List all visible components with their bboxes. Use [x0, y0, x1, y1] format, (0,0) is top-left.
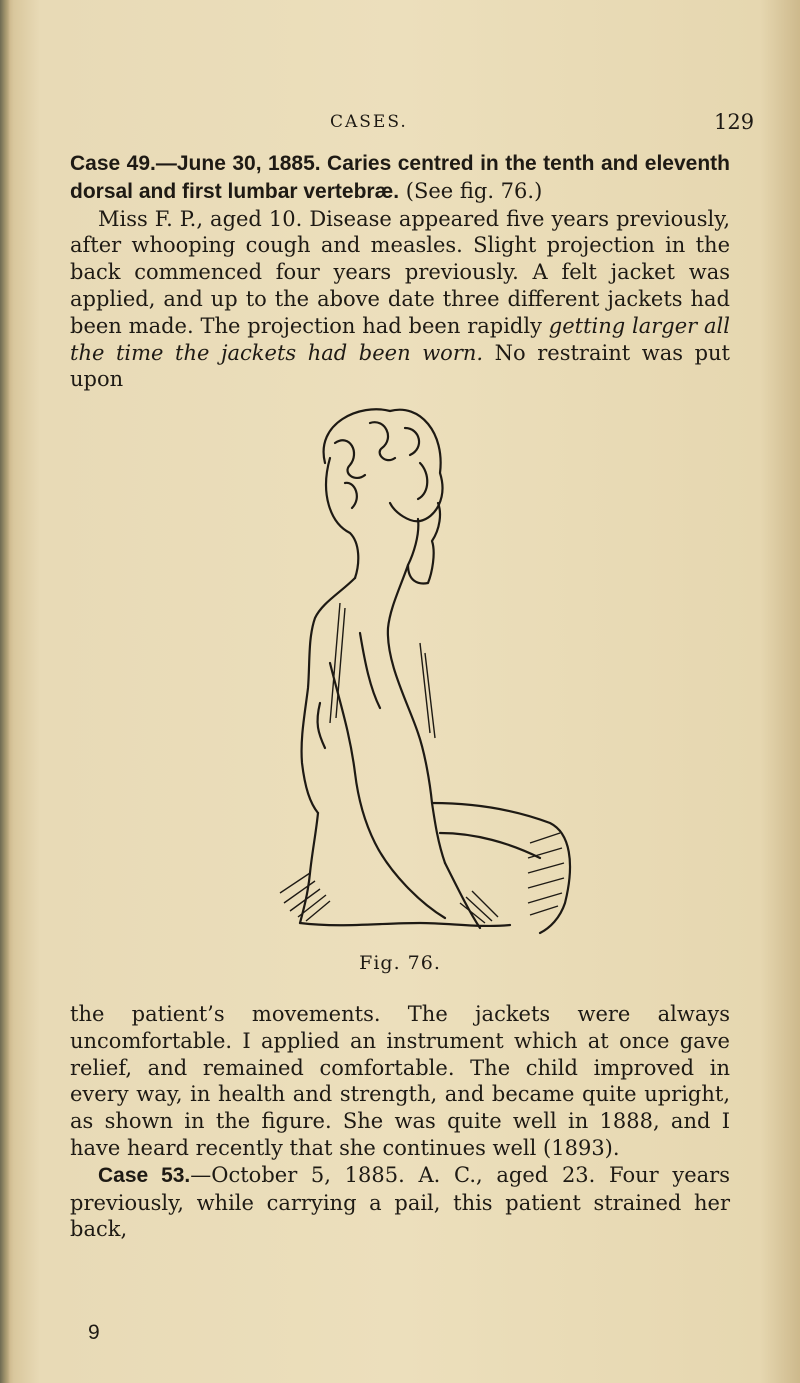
case-49-body-end: No restraint was put upon	[70, 340, 730, 392]
case-49-block	[70, 150, 730, 393]
page-number: 129	[714, 110, 755, 134]
page-spine-shadow	[0, 0, 10, 1383]
case-49-body	[70, 206, 730, 394]
case-53-heading: Case 53.	[98, 1163, 191, 1187]
case-49-heading: Case 49.—June 30, 1885. Caries centred in the tenth and eleventh dorsal and first lumbar vertebræ.	[70, 152, 730, 203]
running-header	[0, 112, 800, 142]
case-49-continuation: the patient’s movements. The jackets were always uncomfortable. I applied an instrument which at once gave relief, and remained comfortable. The child improved in every way, in health and strength, and became quite upright, as shown in the figure. She was quite well in 1888, and I have heard recently that she continues well (1893).	[70, 1002, 730, 1160]
case-49-figure-reference: (See fig. 76.)	[399, 178, 543, 203]
signature-mark: 9	[88, 1321, 100, 1344]
case-53-paragraph	[70, 1162, 730, 1243]
running-title: CASES.	[330, 112, 408, 132]
case-49-body-italic: getting larger all the time the jackets had been worn.	[70, 313, 730, 365]
case-49-body-text: Miss F. P., aged 10. Disease appeared five years previously, after whooping cough and measles. Slight projection in the back commenced four years previously. A felt jacket was applied, and up to the above date three different jackets had been made. The projection had been rapidly	[70, 206, 730, 338]
case-49-heading-paragraph	[70, 150, 730, 206]
figure-caption: Fig. 76.	[359, 952, 441, 974]
figure-76-illustration	[270, 403, 590, 940]
case-53-text: —October 5, 1885. A. C., aged 23. Four years previously, while carrying a pail, this patient strained her back,	[70, 1162, 730, 1242]
continuation-block	[70, 1001, 730, 1243]
